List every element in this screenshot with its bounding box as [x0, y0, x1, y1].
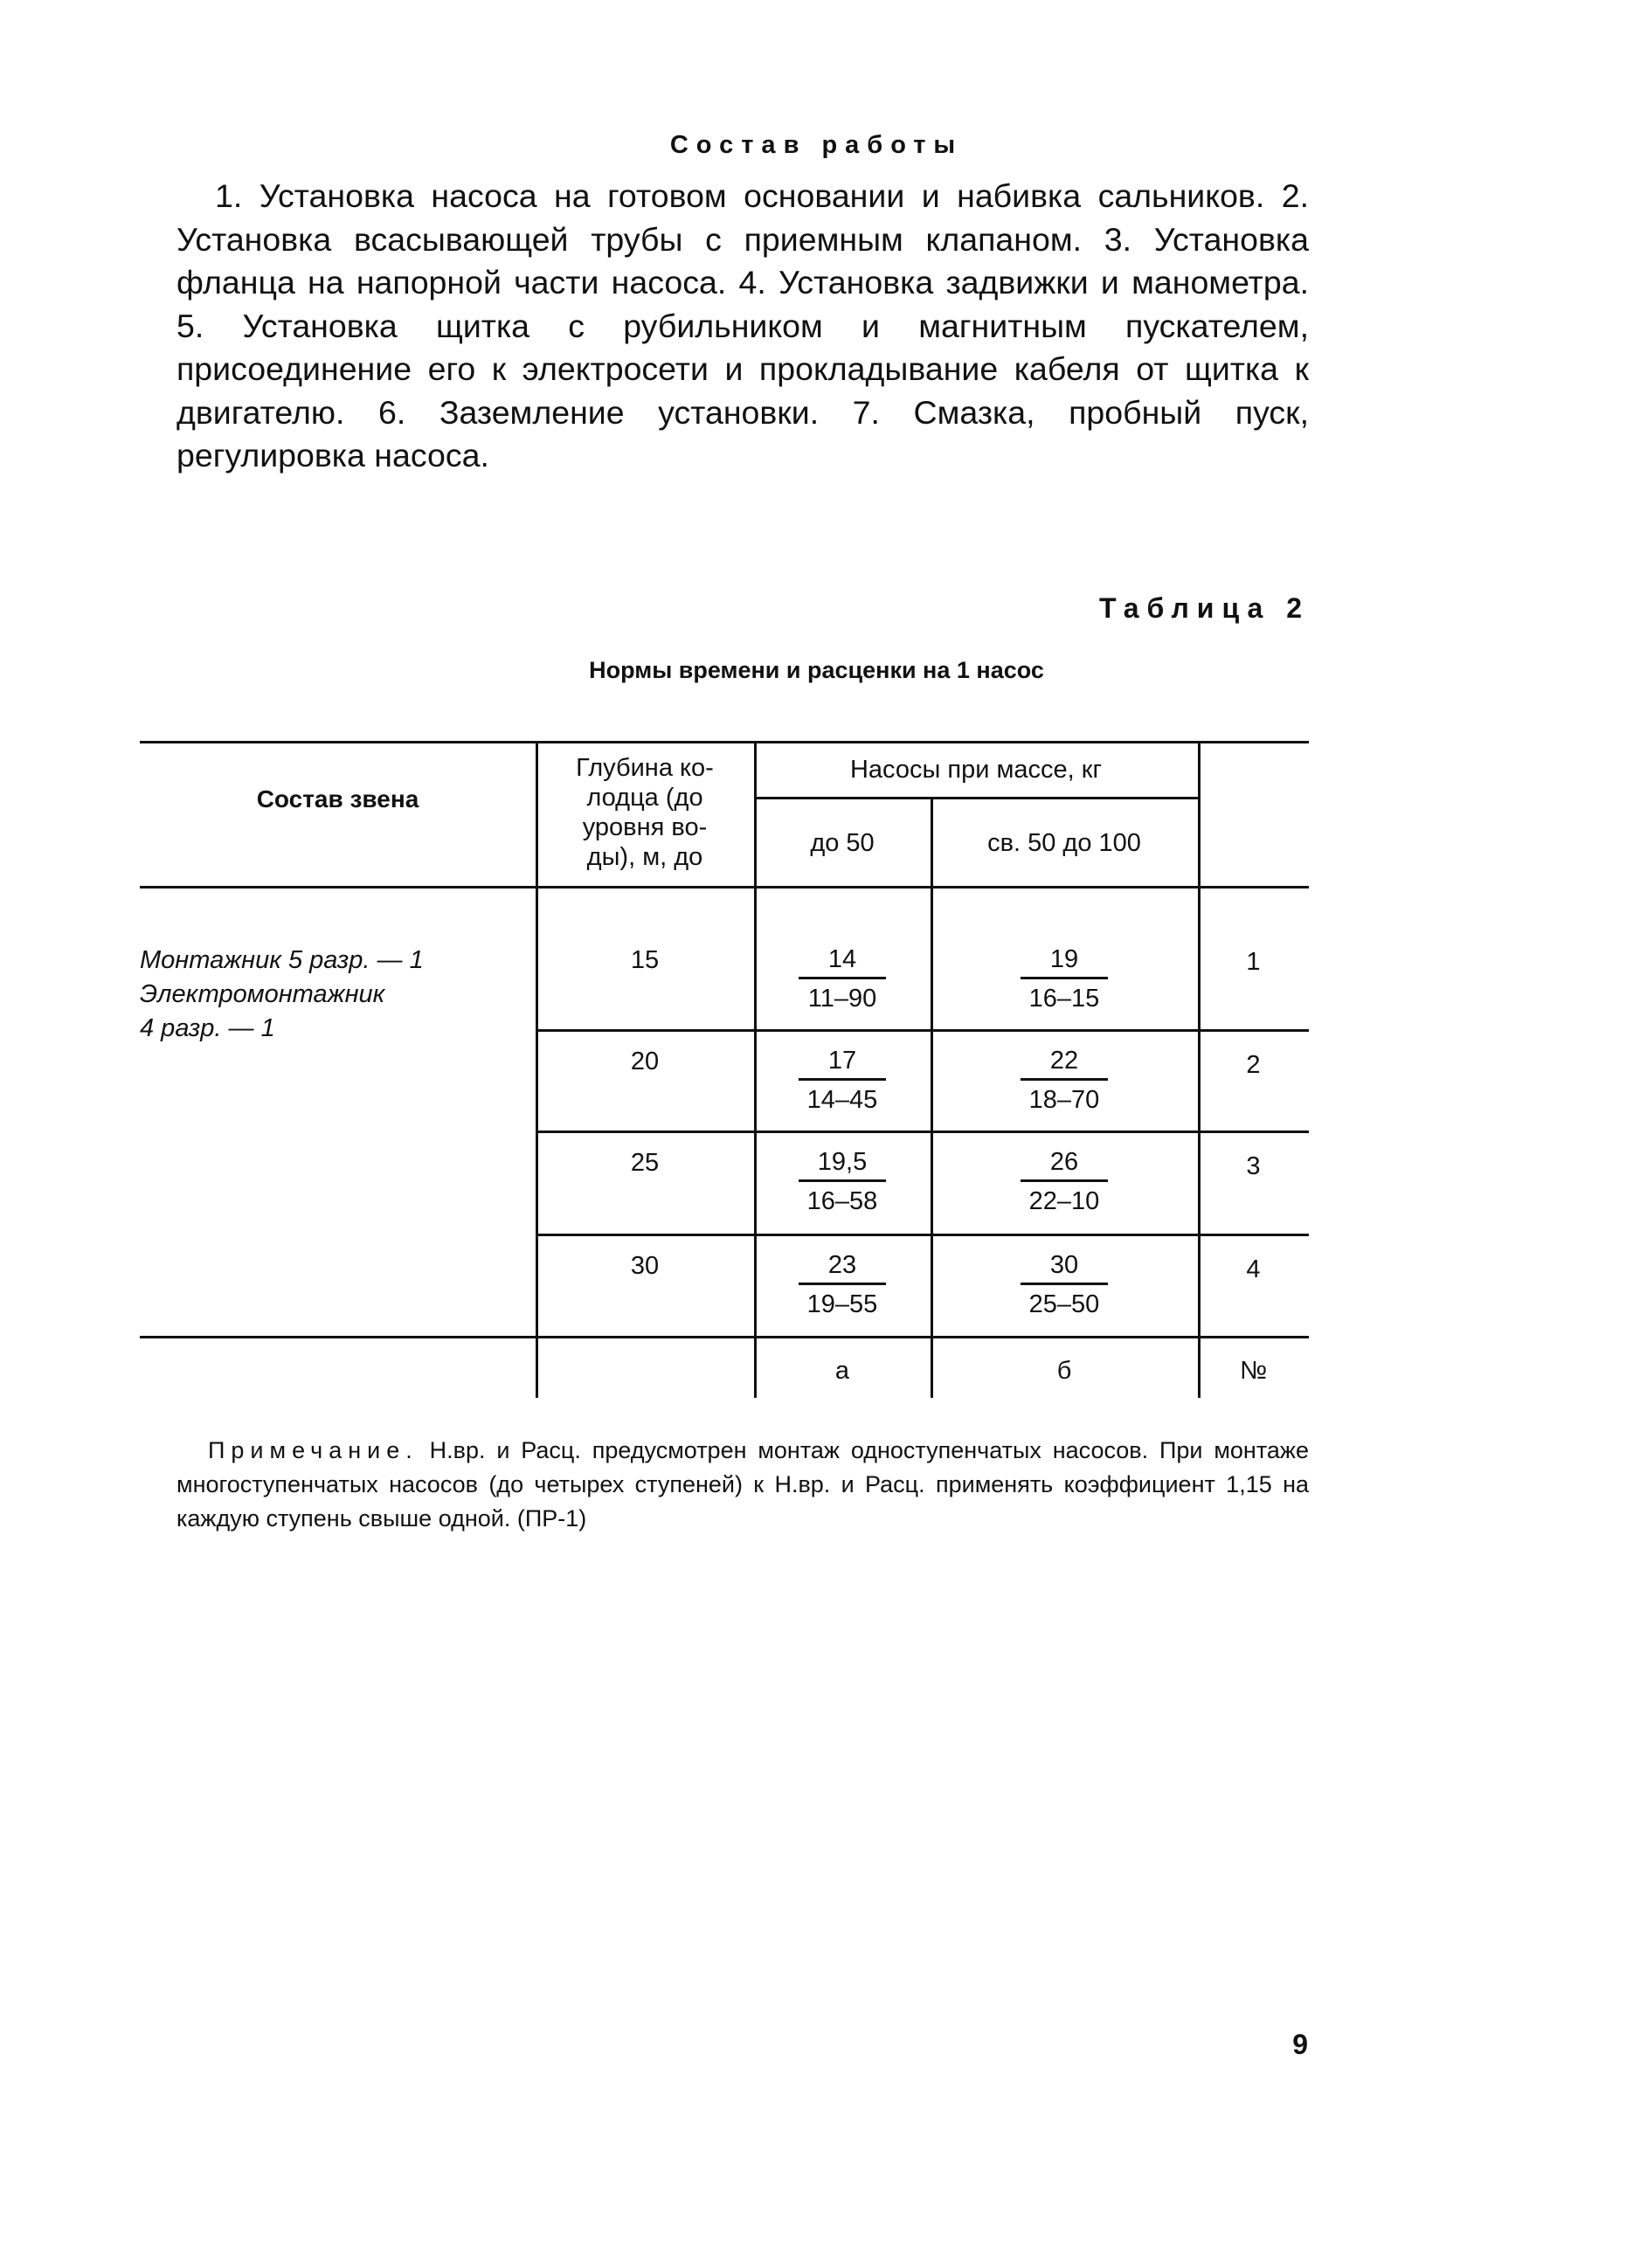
header-split-rule	[754, 797, 1198, 799]
row-2-a-rate: 14–45	[806, 1086, 878, 1114]
row-4-a	[754, 1249, 931, 1320]
row-4-a-rate: 19–55	[806, 1290, 878, 1318]
fraction-bar	[799, 977, 886, 979]
header-col-b: св. 50 до 100	[987, 829, 1141, 857]
row-1-no: 1	[1246, 948, 1261, 976]
row-1-a-norm: 14	[827, 945, 857, 973]
row-1-depth: 15	[630, 946, 660, 974]
row-4-b-rate: 25–50	[1028, 1290, 1100, 1318]
table-caption: Нормы времени и расценки на 1 насос	[589, 657, 1044, 683]
row-2-b	[931, 1045, 1198, 1116]
row-3-depth: 25	[630, 1149, 660, 1177]
fraction-bar	[799, 1179, 886, 1182]
footer-col-b: б	[1056, 1357, 1072, 1385]
row-3-b-rate: 22–10	[1028, 1187, 1100, 1215]
row-4-b-norm: 30	[1049, 1251, 1079, 1279]
fraction-bar	[1021, 1283, 1108, 1285]
table-note	[176, 1434, 1309, 1536]
header-crew: Состав звена	[256, 785, 419, 812]
table-label: Таблица 2	[1098, 592, 1310, 624]
row-3-b-norm: 26	[1049, 1148, 1079, 1176]
row-4-b	[931, 1249, 1198, 1320]
header-depth-line-4: ды), м, до	[586, 843, 703, 871]
header-depth	[536, 753, 754, 872]
note-prefix: Примечание.	[208, 1437, 419, 1463]
row-2-b-norm: 22	[1049, 1047, 1079, 1075]
table-top-rule	[140, 741, 1309, 743]
fraction-bar	[1021, 1078, 1108, 1081]
row-2-b-rate: 18–70	[1028, 1086, 1100, 1114]
row-3-a-norm: 19,5	[817, 1148, 868, 1176]
crew-line-2: Электромонтажник	[140, 980, 385, 1008]
row-2-no: 2	[1246, 1051, 1261, 1079]
header-depth-line-1: Глубина ко-	[576, 754, 714, 782]
fraction-bar	[1021, 977, 1108, 979]
row-3-a	[754, 1146, 931, 1217]
footer-col-no: №	[1239, 1357, 1268, 1385]
fraction-bar	[799, 1283, 886, 1285]
header-depth-line-2: лодца (до	[586, 784, 703, 812]
fraction-bar	[1021, 1179, 1108, 1182]
work-composition-text: 1. Установка насоса на готовом основании и набивка сальников. 2. Установка всасывающей трубы с приемным клапаном. 3. Установка фланца на напорной части насоса. 4. Установка задвижки и манометра. 5. Установка щитка с рубильником и магнитным пускателем, присоединение его к электросети и прокладывание кабеля от щитка к двигателю. 6. Заземление установки. 7. Смазка, пробный пуск, регулировка насоса.	[176, 177, 1309, 474]
crew-line-1: Монтажник 5 разр. — 1	[140, 946, 424, 974]
footer-col-a: а	[834, 1357, 850, 1385]
row-1-a	[754, 944, 931, 1014]
table-body-bottom-rule	[140, 1336, 1309, 1338]
row-3-no: 3	[1246, 1152, 1261, 1180]
row-2-a-norm: 17	[827, 1047, 857, 1075]
row-1-b-rate: 16–15	[1028, 985, 1100, 1013]
note-text: Н.вр. и Расц. предусмотрен монтаж одноступенчатых насосов. При монтаже многоступенчатых насосов (до четырех ступеней) к Н.вр. и Расц. применять коэффициент 1,15 на каждую ступень свыше одной. (ПР-1)	[176, 1437, 1309, 1532]
crew-line-3: 4 разр. — 1	[140, 1014, 275, 1042]
norms-table	[140, 741, 1309, 1398]
section-title: Состав работы	[669, 131, 964, 159]
row-4-depth: 30	[630, 1252, 660, 1280]
row-3-b	[931, 1146, 1198, 1217]
fraction-bar	[799, 1078, 886, 1081]
row-1-b-norm: 19	[1049, 945, 1079, 973]
page-number: 9	[1292, 2029, 1308, 2060]
header-bottom-rule	[140, 886, 1309, 889]
row-4-no: 4	[1246, 1255, 1261, 1283]
header-col-a: до 50	[810, 829, 875, 857]
row-2-a	[754, 1045, 931, 1116]
row-1-b	[931, 944, 1198, 1014]
row-4-a-norm: 23	[827, 1251, 857, 1279]
row-rule-1	[536, 1029, 1309, 1032]
row-3-a-rate: 16–58	[806, 1187, 878, 1215]
row-2-depth: 20	[630, 1048, 660, 1075]
header-depth-line-3: уровня во-	[582, 813, 708, 841]
row-1-a-rate: 11–90	[807, 985, 877, 1013]
row-rule-3	[536, 1234, 1309, 1236]
row-rule-2	[536, 1131, 1309, 1133]
header-pumps: Насосы при массе, кг	[849, 756, 1103, 784]
crew-composition	[140, 944, 424, 1046]
